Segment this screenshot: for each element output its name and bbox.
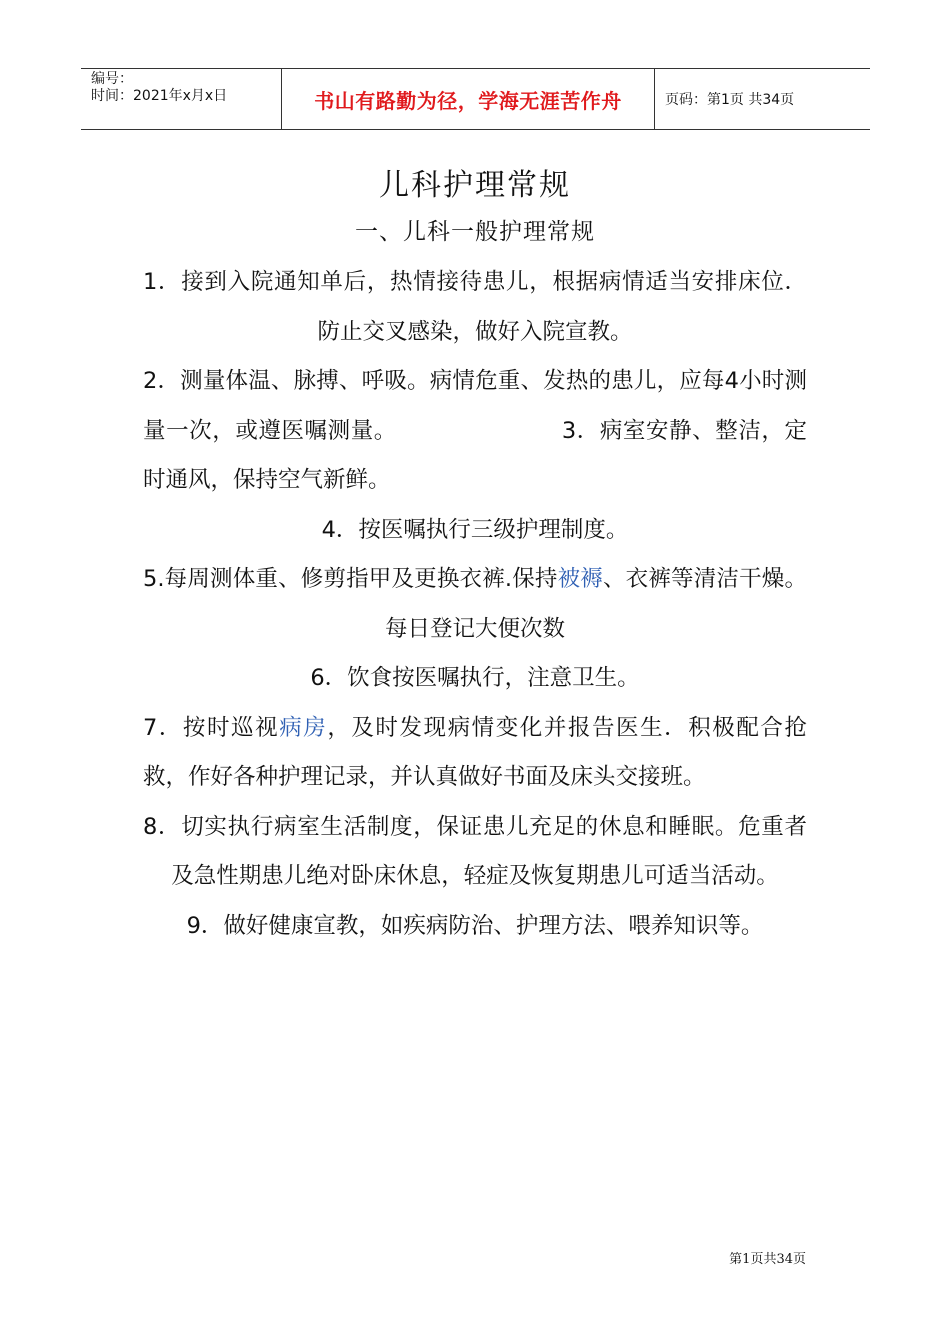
item-5-text-b: 、衣裤等清洁干燥。每日登记大便次数 [384,566,807,642]
document-body [143,258,807,951]
item-4: 4．按医嘱执行三级护理制度。 [321,516,629,543]
item-5 [143,555,807,654]
page-header [81,68,870,130]
item-9: 9．做好健康宣教，如疾病防治、护理方法、喂养知识等。 [186,912,764,939]
motto: 书山有路勤为径，学海无涯苦作舟 [314,88,622,113]
date-label: 时间：2021年x月x日 [91,88,228,104]
item-5-text-a: 5.每周测体重、修剪指甲及更换衣裤.保持 [143,566,558,592]
item-1: 1．接到入院通知单后，热情接待患儿，根据病情适当安排床位．防止交叉感染，做好入院宣教。 [143,269,807,345]
serial-label: 编号： [91,71,133,87]
document-title: 儿科护理常规 [379,168,571,203]
item-7-text-a: 7．按时巡视 [143,714,280,741]
item-7 [143,704,807,803]
header-meta [81,69,282,129]
item-3-text: 3．病室安静、整洁，定时通风，保持空气新鲜。 [143,417,807,493]
page-footer: 第1页共34页 [729,1252,806,1267]
item-2 [143,357,807,506]
link-bedding[interactable]: 被褥 [557,566,603,592]
header-page-info [655,69,870,129]
item-2-text: 2．测量体温、脉搏、呼吸。病情危重、发热的患儿，应每4小时测量一次，或遵医嘱测量。 [143,368,807,444]
section-heading: 一、儿科一般护理常规 [355,219,595,245]
header-motto-cell [282,69,655,129]
page-info: 页码：第1页 共34页 [665,92,795,108]
item-7-text-b: ，及时发现病情变化并报告医生．积极配合抢救，作好各种护理记录，并认真做好书面及床头交接班。 [143,714,807,790]
item-8: 8．切实执行病室生活制度，保证患儿充足的休息和睡眠。危重者及急性期患儿绝对卧床休息，轻症及恢复期患儿可适当活动。 [143,813,807,889]
item-6: 6．饮食按医嘱执行，注意卫生。 [310,665,640,691]
link-ward[interactable]: 病房 [279,714,328,741]
